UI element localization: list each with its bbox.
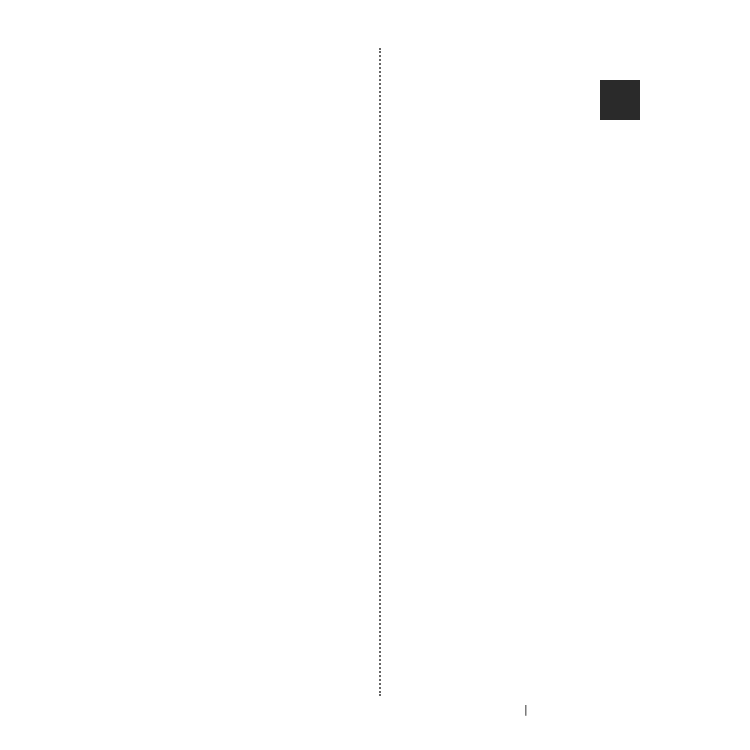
- column-divider: [379, 48, 381, 696]
- unit-number-badge: [600, 80, 640, 120]
- page-footer: [521, 702, 531, 716]
- footer-separator: |: [524, 703, 528, 716]
